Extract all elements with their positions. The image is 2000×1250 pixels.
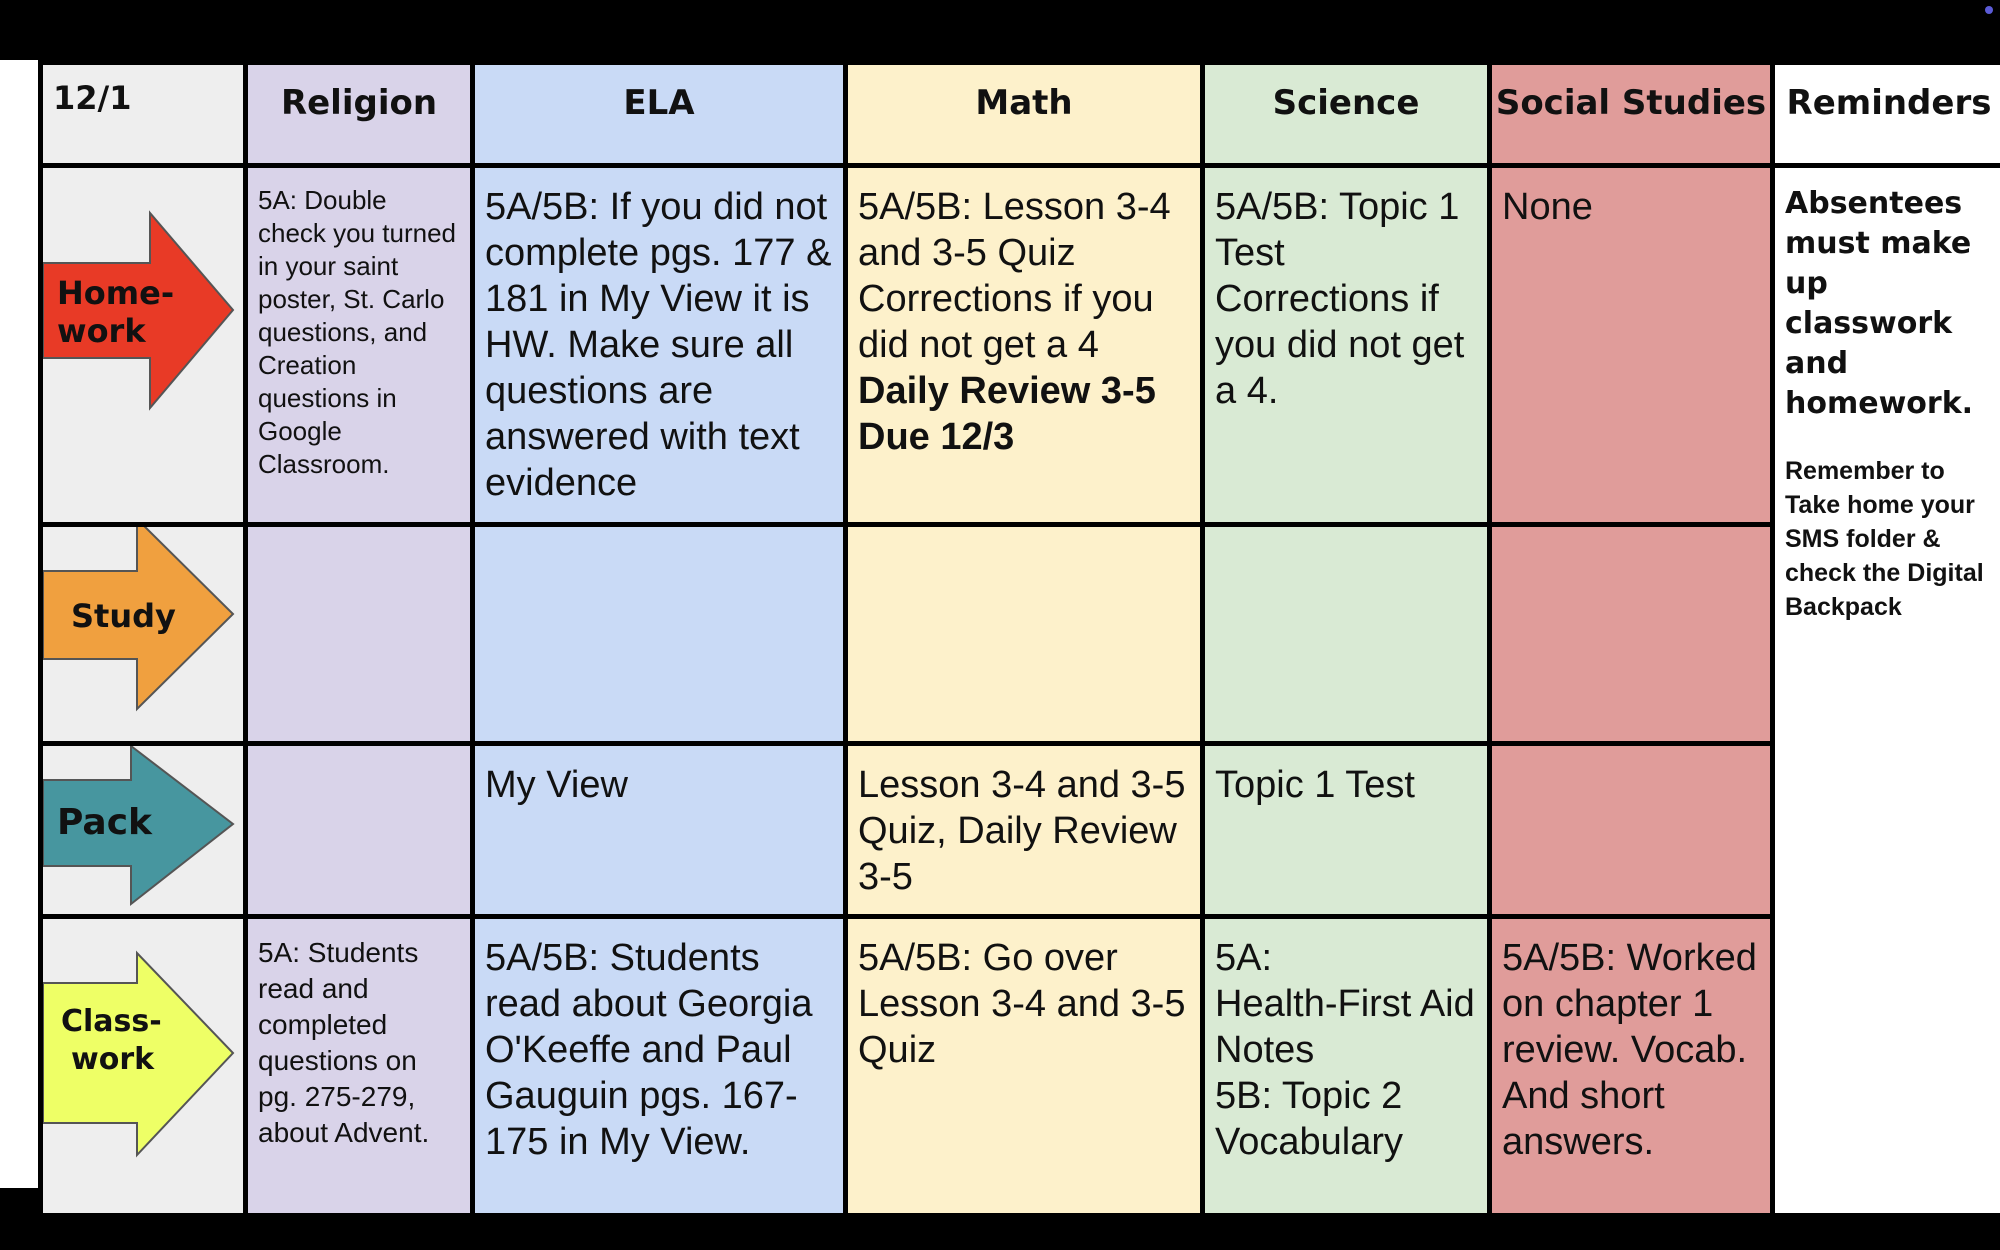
classwork-science — [1205, 919, 1487, 1213]
reminder-sms-folder: Remember to Take home your SMS folder & check the Digital Backpack — [1785, 457, 1984, 621]
homework-science: 5A/5B: Topic 1 Test Corrections if you did not get a 4. — [1205, 168, 1487, 522]
study-social-studies — [1492, 527, 1770, 741]
pack-science: Topic 1 Test — [1205, 746, 1487, 914]
classwork-science-line3: 5B: Topic 2 Vocabulary — [1215, 1075, 1404, 1163]
header-math: Math — [848, 65, 1200, 163]
homework-label-line1: Home- — [57, 274, 175, 312]
study-ela — [475, 527, 843, 741]
header-social-studies: Social Studies — [1492, 65, 1770, 163]
classwork-label-line1: Class- — [61, 1004, 162, 1039]
homework-label-line2: work — [57, 312, 146, 350]
homework-math-text: 5A/5B: Lesson 3-4 and 3-5 Quiz Corrections if you did not get a 4 — [858, 186, 1171, 366]
classwork-science-line2: Health-First Aid Notes — [1215, 983, 1475, 1071]
classwork-social-studies: 5A/5B: Worked on chapter 1 review. Vocab. And short answers. — [1492, 919, 1770, 1213]
study-religion — [248, 527, 470, 741]
status-dot — [1985, 6, 1993, 14]
header-science: Science — [1205, 65, 1487, 163]
study-label: Study — [71, 597, 176, 635]
homework-ela: 5A/5B: If you did not complete pgs. 177 & 181 in My View it is HW. Make sure all questions are answered with text evidence — [475, 168, 843, 522]
homework-math — [848, 168, 1200, 522]
homework-math-bold: Daily Review 3-5 Due 12/3 — [858, 370, 1156, 458]
study-math — [848, 527, 1200, 741]
classwork-label-line2: work — [71, 1042, 155, 1077]
pack-math: Lesson 3-4 and 3-5 Quiz, Daily Review 3-5 — [848, 746, 1200, 914]
header-ela: ELA — [475, 65, 843, 163]
schedule-page — [0, 60, 2000, 1188]
row-label-study — [43, 527, 243, 741]
study-science — [1205, 527, 1487, 741]
pack-religion — [248, 746, 470, 914]
classwork-math: 5A/5B: Go over Lesson 3-4 and 3-5 Quiz — [848, 919, 1200, 1213]
header-reminders: Reminders — [1775, 65, 2000, 163]
pack-label: Pack — [57, 802, 152, 843]
pack-social-studies — [1492, 746, 1770, 914]
row-label-classwork — [43, 919, 243, 1213]
header-religion: Religion — [248, 65, 470, 163]
row-label-pack — [43, 746, 243, 914]
homework-religion: 5A: Double check you turned in your saint poster, St. Carlo questions, and Creation questions in Google Classroom. — [248, 168, 470, 522]
classwork-science-line1: 5A: — [1215, 937, 1273, 979]
reminder-absentees: Absentees must make up classwork and homework. — [1785, 186, 1974, 421]
classwork-ela: 5A/5B: Students read about Georgia O'Keeffe and Paul Gauguin pgs. 167-175 in My View. — [475, 919, 843, 1213]
homework-social-studies: None — [1492, 168, 1770, 522]
pack-ela: My View — [475, 746, 843, 914]
date-header: 12/1 — [43, 65, 243, 163]
schedule-grid — [38, 60, 2000, 1213]
reminders-cell — [1775, 168, 2000, 1213]
row-label-homework — [43, 168, 243, 522]
classwork-religion: 5A: Students read and completed questions on pg. 275-279, about Advent. — [248, 919, 470, 1213]
